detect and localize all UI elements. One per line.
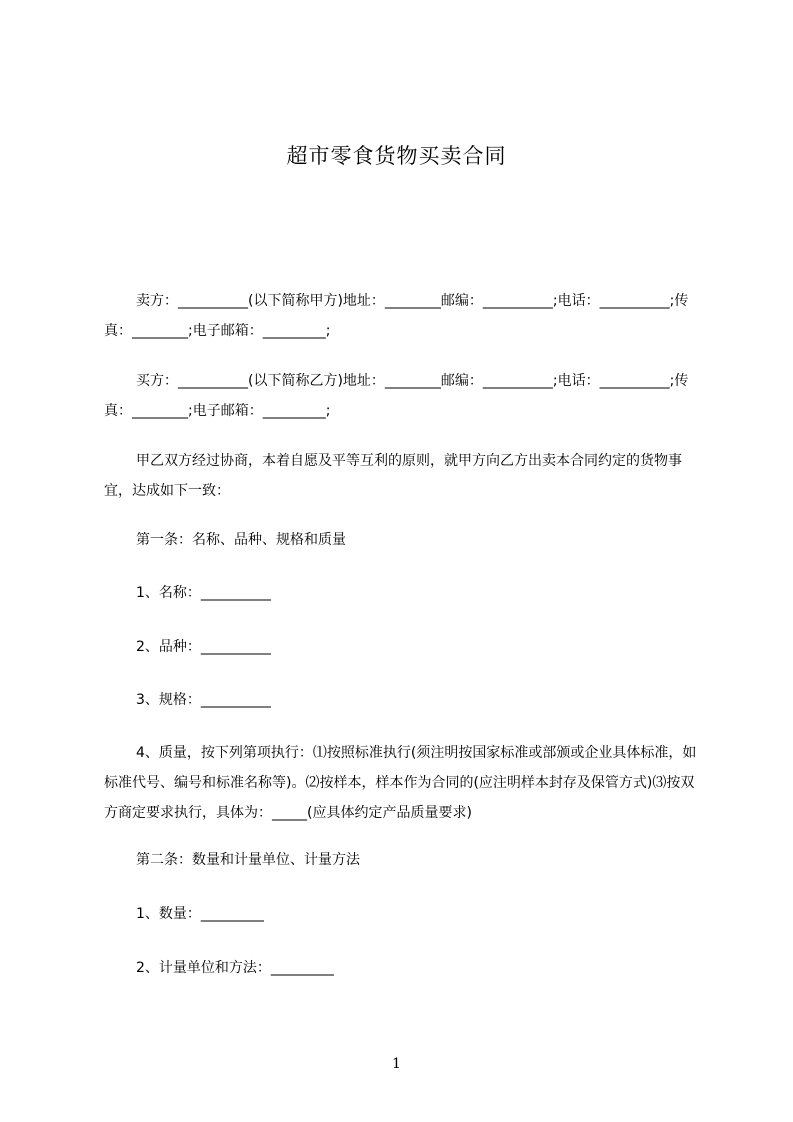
- buyer-info: 买方：__________(以下简称乙方)地址：________邮编：__________;电话：__________;传真：________;电子邮箱：_________;: [104, 373, 689, 419]
- article-2-heading: 第二条：数量和计量单位、计量方法: [136, 852, 360, 868]
- item-quality: 4、质量，按下列第项执行：⑴按照标准执行(须注明按国家标准或部颁或企业具体标准，如标准代号、编号和标准名称等)。⑵按样本，样本作为合同的(应注明样本封存及保管方式)⑶按双方商定要求执行，具体为：_____(应具体约定产品质量要求): [104, 745, 697, 821]
- article-1-heading: 第一条：名称、品种、规格和质量: [136, 532, 346, 548]
- seller-info: 卖方：__________(以下简称甲方)地址：________邮编：__________;电话：__________;传真：________;电子邮箱：_________;: [104, 293, 689, 339]
- page-number: 1: [392, 1056, 401, 1072]
- item-variety: 2、品种：__________: [136, 639, 271, 655]
- item-unit-method: 2、计量单位和方法：_________: [136, 960, 334, 976]
- item-quantity: 1、数量：_________: [136, 906, 264, 922]
- item-name: 1、名称：__________: [136, 585, 271, 601]
- intro-paragraph: 甲乙双方经过协商，本着自愿及平等互利的原则，就甲方向乙方出卖本合同约定的货物事宜，达成如下一致：: [104, 453, 682, 499]
- document-title: 超市零食货物买卖合同: [286, 144, 507, 168]
- item-spec: 3、规格：__________: [136, 692, 271, 708]
